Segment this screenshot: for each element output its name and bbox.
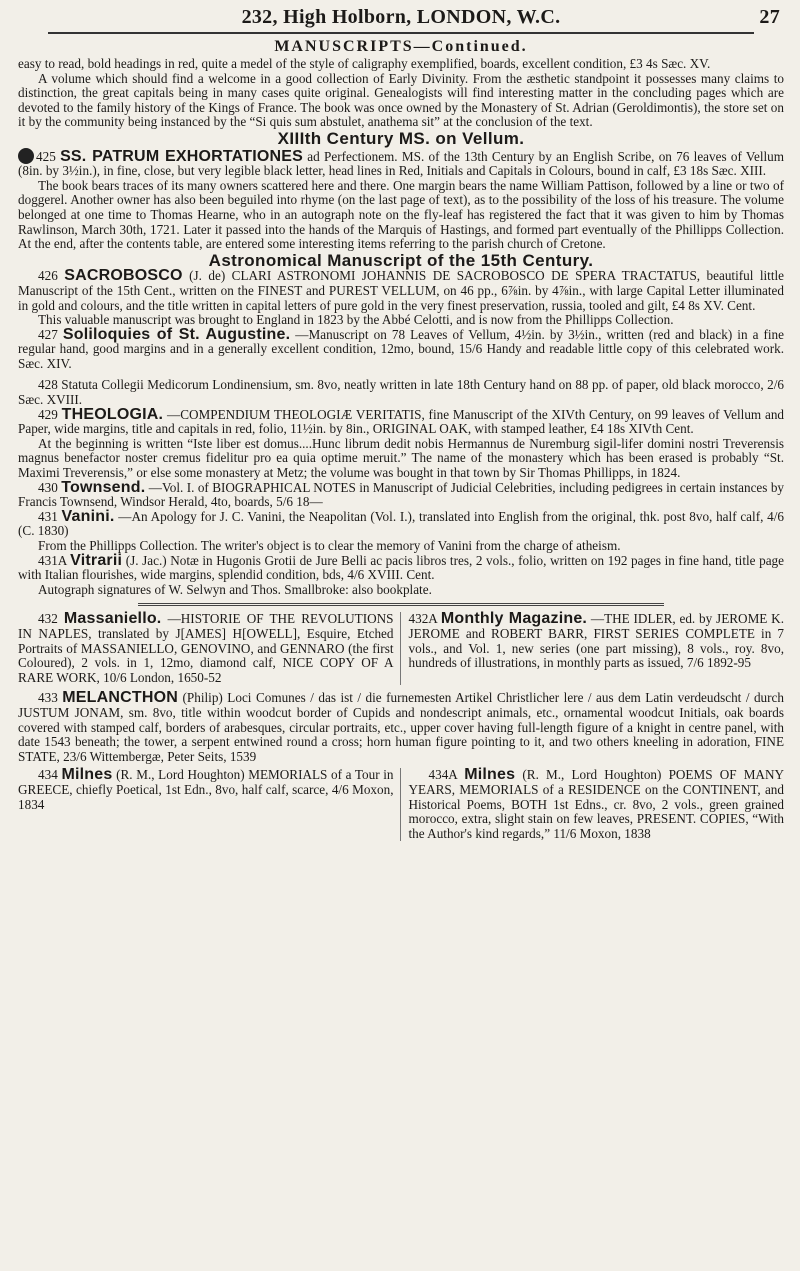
entry-428 [18, 378, 784, 407]
entry-title: MELANCTHON [62, 689, 179, 707]
entry-number: 430 [38, 479, 58, 495]
entry-title: Milnes [61, 766, 113, 784]
entry-title: THEOLOGIA. [61, 405, 164, 423]
entry-432 [18, 612, 394, 685]
entry-426-note: This valuable manuscript was brought to England in 1823 by the Abbé Celotti, and is now from the Phillipps Collection. [38, 312, 674, 328]
catalogue-text [18, 57, 784, 597]
entry-description: —HISTORIE OF THE REVOLUTIONS IN NAPLES, translated by J[AMES] H[OWELL], Esquire, Etched Portraits of MASSANIELLO, GENOVINO, and GENNARO (the first Coloured), 2 vols. in 1, 12mo, diamond calf, NICE COPY OF A RARE WORK, 10/6 London, 1650-52 [18, 611, 394, 685]
entry-429-note: At the beginning is written “Iste liber est domus....Hunc librum dedit nobis Hermannus de Nuremburg sigil-lifer domini nostri Treverensis magnus benefactor noster cremus fidelitur pro ea quia optime meruit.” The name of the monastery which has been erased is probably “St. Maximi Treverensis,” or else some monastery at Metz; the volume was bought in that town by Sir Thomas Phillipps, in 1824. [18, 435, 784, 481]
ink-blot-icon [18, 148, 34, 164]
entry-425 [18, 148, 784, 179]
entry-description: —Manuscript on 78 Leaves of Vellum, 4½in. by 3½in., written (red and black) in a fine regular hand, good margins and in a generally excellent condition, 12mo, bound, 15/6 Handy and readable little copy of this celebrated work. Sæc. XIV. [18, 326, 785, 371]
right-column-lower [409, 768, 785, 841]
entry-number: 425 [36, 148, 56, 164]
entry-title: Milnes [464, 766, 516, 784]
entry-431a-note: Autograph signatures of W. Selwyn and Thos. Smallbroke: also bookplate. [38, 581, 432, 597]
entry-425-note: The book bears traces of its many owners scattered here and there. One margin bears the name William Pattison, followed by a line or two of doggerel. Another owner has also been beguiled into rhyme (on the last page of text), as to the possibility of the loss of his treasure. The volume belonged at one time to Thomas Hearne, who in an autograph note on the fly-leaf has registered the fact that it was given to him by Thomas Rawlinson, March 30th, 1721. Later it passed into the hands of the Marquis of Hastings, and formed part eventually of the Phillipps Collection. At the end, after the contents table, are entered some interesting items referring to the parish church of Cretone. [18, 177, 784, 252]
entry-title: Vanini. [61, 507, 115, 525]
header-address: High Holborn, LONDON, W.C. [283, 6, 561, 28]
entry-description: Statuta Collegii Medicorum Londinensium, sm. 8vo, neatly written in late 18th Century hand on 88 pp. of paper, old black morocco, 2/6 Sæc. XVIII. [18, 377, 785, 408]
entry-number: 427 [38, 326, 58, 342]
two-column-section [18, 612, 784, 685]
entry-description: (J. de) CLARI ASTRONOMI JOHANNIS DE SACROBOSCO DE SPERA TRACTATUS, beautiful little Manuscript of the 15th Cent., written on the FINEST and PUREST VELLUM, on 46 pp., 6⅞in. by 4⅞in., with large Capital Letter illuminated in gold and colours, and the title written in capital letters of pure gold in the very finest preservation, russia, tooled and gilt, £4 8s XV. Cent. [18, 268, 785, 313]
header-rule [48, 32, 754, 34]
entry-426 [18, 269, 784, 313]
entry-description: (R. M., Lord Houghton) MEMORIALS of a Tour in GREECE, chiefly Poetical, 1st Edn., 8vo, half calf, scarce, 4/6 Moxon, 1834 [18, 767, 394, 812]
entry-430 [18, 478, 785, 510]
entry-431-note: From the Phillipps Collection. The writer's object is to clear the memory of Vanini from the charge of atheism. [38, 538, 621, 553]
entry-number: 433 [38, 690, 58, 706]
page-number: 232, [241, 6, 278, 28]
entry-title: Vitrarii [70, 551, 123, 569]
left-column-lower [18, 768, 401, 841]
entry-description: —COMPENDIUM THEOLOGIÆ VERITATIS, fine Manuscript of the XIVth Century, on 99 leaves of Vellum and Paper, wide margins, title and capitals in red, folio, 11½in. by 8in., ORIGINAL OAK, with stamped leather, £4 18s XIVth Cent. [18, 406, 785, 437]
entry-description: —An Apology for J. C. Vanini, the Neapolitan (Vol. I.), translated into English from the original, thk. post 8vo, half calf, 4/6 (C. 1830) [18, 508, 784, 539]
section-heading-xiii: XIIIth Century MS. on Vellum. [277, 128, 525, 148]
entry-description: —Vol. I. of BIOGRAPHICAL NOTES in Manuscript of Judicial Celebrities, including pedigrees in certain instances by Francis Townsend, Windsor Herald, 4to, boards, 5/6 18— [18, 479, 785, 510]
entry-number: 432A [408, 611, 438, 627]
entry-description: ad Perfectionem. MS. of the 13th Century by an English Scribe, on 76 leaves of Vellum (8in. by 3½in.), in fine, close, but very legible black letter, head lines in Red, Initials and Capitals in Colours, bound in calf, £3 18s Sæc. XIII. [18, 148, 785, 179]
entry-description: (J. Jac.) Notæ in Hugonis Grotii de Jure Belli ac pacis libros tres, 2 vols., folio, written on 192 pages in fine hand, title page with Italian flourishes, wide margins, splendid condition, bds, 4/6 XVIII. Cent. [18, 552, 784, 583]
entry-title: Massaniello. [63, 610, 162, 628]
entry-431a [18, 551, 784, 583]
right-column [409, 612, 785, 685]
two-column-section-lower [18, 768, 784, 841]
entry-434 [18, 768, 394, 812]
entry-number: 431 [38, 508, 58, 524]
section-divider [138, 603, 664, 606]
entry-433 [18, 691, 784, 764]
intro-paragraph: easy to read, bold headings in red, quite a medel of the style of caligraphy exemplified, boards, excellent condition, £3 4s Sæc. XV. [18, 56, 711, 71]
entry-number: 429 [38, 406, 58, 422]
entry-427 [18, 325, 785, 372]
entry-title: Soliloquies of St. Augustine. [62, 325, 291, 343]
entry-title: SACROBOSCO [64, 267, 183, 285]
entry-number: 432 [38, 611, 58, 627]
entry-429 [18, 405, 785, 437]
entry-title: Monthly Magazine. [440, 610, 588, 628]
entry-432a [409, 612, 785, 670]
entry-number: 434A [428, 767, 458, 783]
folio-number: 27 [759, 6, 780, 28]
catalogue-text-continued [18, 691, 784, 764]
section-heading-astronomical: Astronomical Manuscript of the 15th Century. [208, 250, 594, 270]
intro-note: A volume which should find a welcome in a good collection of Early Divinity. From the æsthetic standpoint it possesses many claims to distinction, the great capitals being in many cases quite original. Genealogists will find interesting matter in the concluding pages which are devoted to the family history of the Kings of France. The book was once owned by the Monastery of St. Adrian (Geroldimontis), the store set on it by the community being instanced by the “Si quis sum abstulet, anathema sit” at the conclusion of the text. [18, 70, 784, 130]
running-header [18, 6, 784, 30]
entry-description: (Philip) Loci Comunes / das ist / die furnemesten Artikel Christlicher lere / aus dem Latin verdeudscht / durch JUSTUM JONAM, sm. 8vo, title within woodcut border of Cupids and nondescript animals, etc., ornamental woodcut Initials, oak boards covered with stamped calf, borders of arabesques, circular portraits, etc., upper cover having full-length figure of a knight in centre panel, with date 1543 beneath; the tower, a serpent entwined round a cross; horn human figure pointing to it, and two others kneeling in adoration, FINE STATE, 23/6 Wittembergæ, Peter Seits, 1539 [18, 690, 784, 764]
left-column [18, 612, 401, 685]
catalogue-title: MANUSCRIPTS—Continued. [274, 38, 528, 55]
entry-number: 431A [38, 552, 67, 568]
entry-431 [18, 507, 784, 539]
entry-description: (R. M., Lord Houghton) POEMS OF MANY YEARS, MEMORIALS of a RESIDENCE on the CONTINENT, and Historical Poems, BOTH 1st Edns., cr. 8vo, 2 vols., green grained morocco, extra, slight stain on few leaves, PRESENT. COPIES, “With the Author's kind regards,” 11/6 Moxon, 1838 [408, 767, 785, 841]
entry-number: 426 [38, 268, 58, 284]
entry-title: Townsend. [61, 478, 146, 496]
entry-title: SS. PATRUM EXHORTATIONES [60, 147, 303, 165]
entry-description: —THE IDLER, ed. by JEROME K. JEROME and ROBERT BARR, FIRST SERIES COMPLETE in 7 vols., and Vol. 1, new series (one part missing), 8 vols., roy. 8vo, hundreds of illustrations, in monthly parts as issued, 7/6 1892-95 [408, 611, 784, 671]
entry-number: 428 [38, 377, 58, 393]
entry-number: 434 [38, 767, 58, 783]
entry-434a [409, 768, 785, 841]
